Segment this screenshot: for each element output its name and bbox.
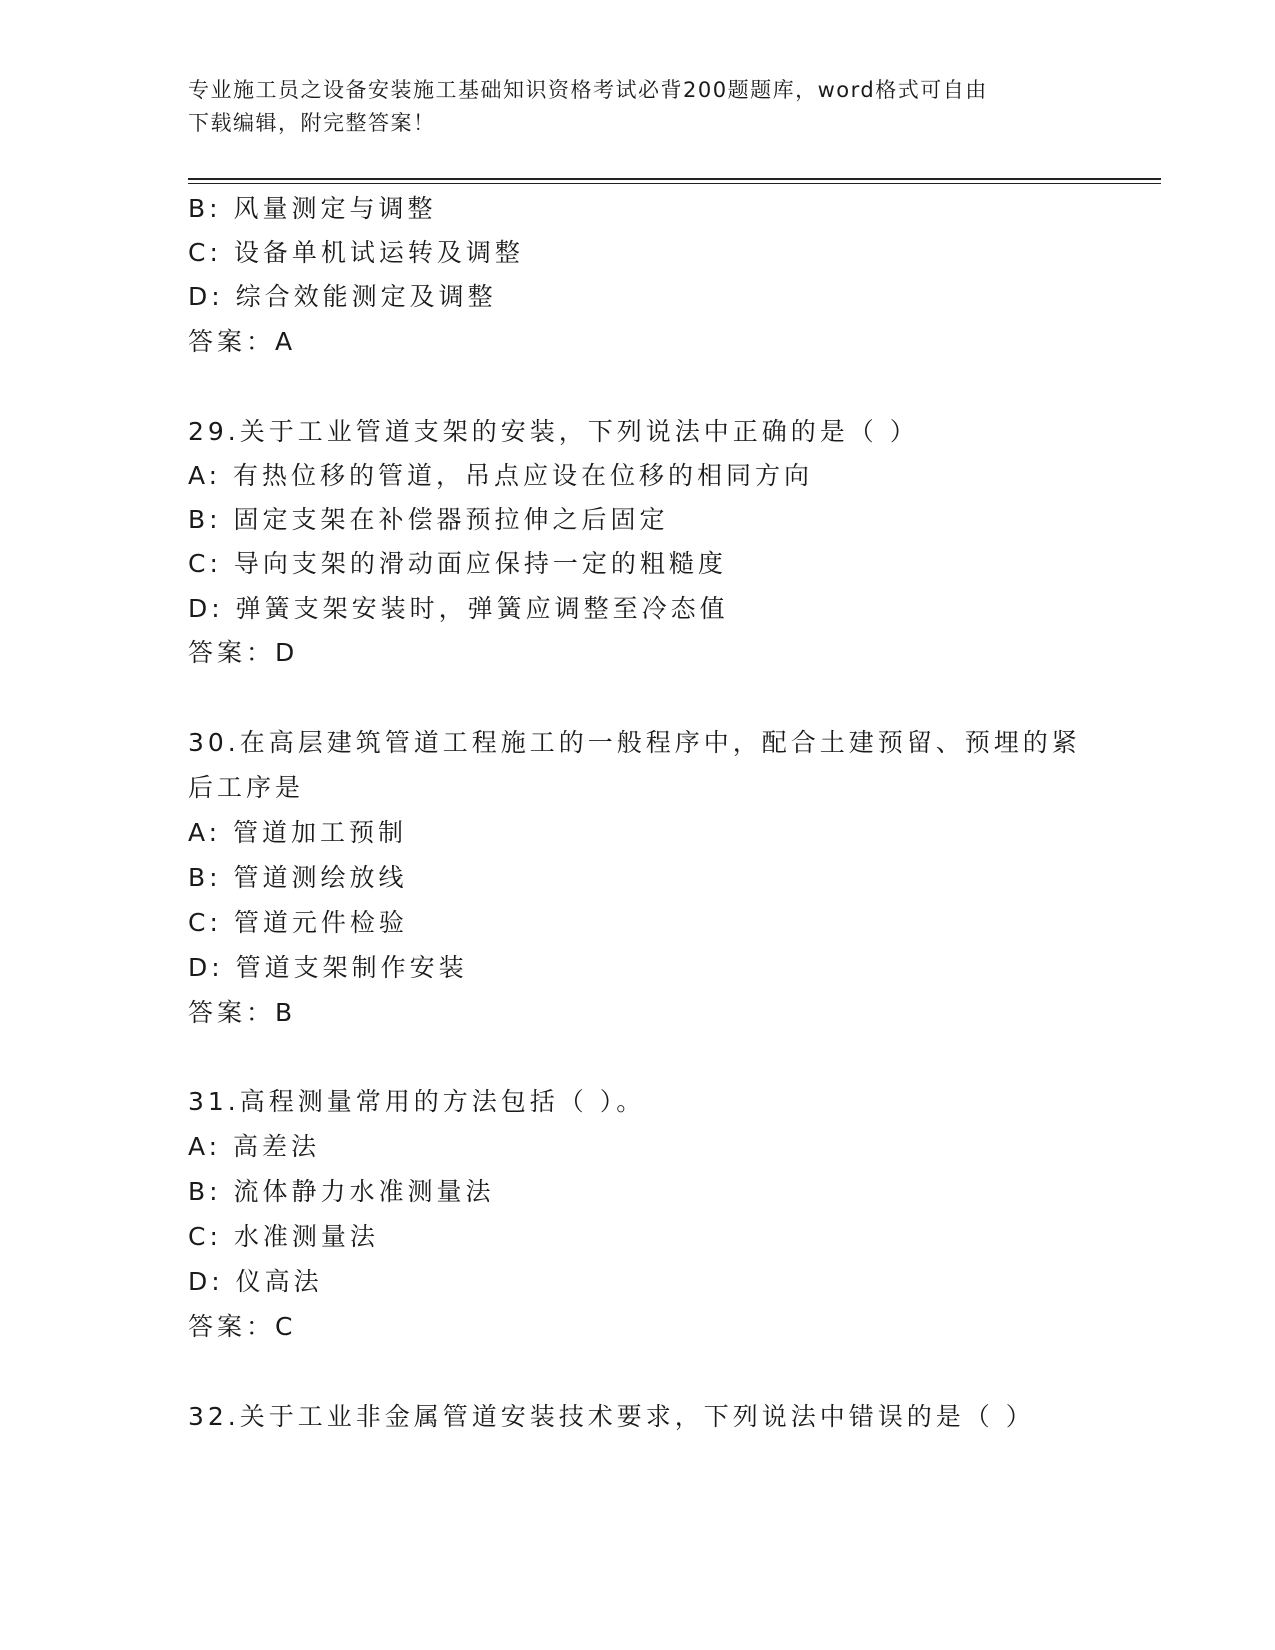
q29-option-d: D: 弹簧支架安装时，弹簧应调整至冷态值 [188, 594, 729, 623]
q31-question: 31.高程测量常用的方法包括（ ）。 [188, 1087, 646, 1116]
q28-option-b: B: 风量测定与调整 [188, 194, 437, 223]
q30-option-a: A: 管道加工预制 [188, 818, 408, 847]
q31-option-c: C: 水准测量法 [188, 1222, 379, 1251]
q30-option-b: B: 管道测绘放线 [188, 863, 408, 892]
q29-option-b: B: 固定支架在补偿器预拉伸之后固定 [188, 505, 669, 534]
q29-option-c: C: 导向支架的滑动面应保持一定的粗糙度 [188, 549, 727, 578]
q31-option-b: B: 流体静力水准测量法 [188, 1177, 495, 1206]
header-title-line-1: 专业施工员之设备安装施工基础知识资格考试必背200题题库，word格式可自由 [188, 78, 988, 102]
header-title-line-2: 下载编辑，附完整答案！ [188, 111, 436, 135]
q28-option-c: C: 设备单机试运转及调整 [188, 238, 524, 267]
q30-option-d: D: 管道支架制作安装 [188, 953, 468, 982]
q28-option-d: D: 综合效能测定及调整 [188, 282, 497, 311]
q29-option-a: A: 有热位移的管道，吊点应设在位移的相同方向 [188, 461, 814, 490]
q30-option-c: C: 管道元件检验 [188, 908, 408, 937]
document-header [188, 74, 1088, 140]
q29-question: 29.关于工业管道支架的安装，下列说法中正确的是（ ） [188, 417, 919, 446]
q30-answer: 答案：B [188, 998, 297, 1027]
q28-answer: 答案：A [188, 327, 297, 356]
q31-option-d: D: 仪高法 [188, 1267, 323, 1296]
q29-answer: 答案：D [188, 638, 299, 667]
q32-question: 32.关于工业非金属管道安装技术要求，下列说法中错误的是（ ） [188, 1402, 1035, 1431]
header-divider-thin [188, 183, 1161, 184]
q31-option-a: A: 高差法 [188, 1132, 321, 1161]
header-divider-thick [188, 178, 1161, 180]
q30-question-line-1: 30.在高层建筑管道工程施工的一般程序中，配合土建预留、预埋的紧 [188, 728, 1081, 757]
q31-answer: 答案：C [188, 1312, 297, 1341]
q30-question-line-2: 后工序是 [188, 773, 305, 802]
